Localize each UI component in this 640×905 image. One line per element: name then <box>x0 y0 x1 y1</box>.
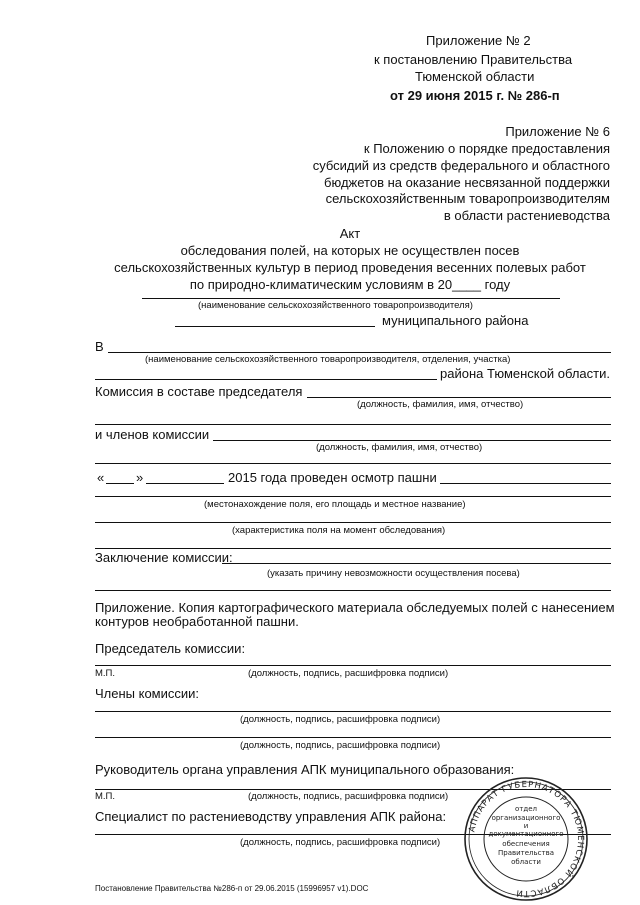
members-caption: (должность, фамилия, имя, отчество) <box>316 442 483 453</box>
conclusion-caption: (указать причину невозможности осуществления посева) <box>267 568 520 579</box>
location-line[interactable] <box>95 496 611 497</box>
chairman-label: Председатель комиссии: <box>95 641 246 656</box>
inspection-label: 2015 года проведен осмотр пашни <box>228 470 437 485</box>
v-label: В <box>95 339 104 354</box>
mp-label: М.П. <box>95 668 116 679</box>
member2-sign-caption: (должность, подпись, расшифровка подписи) <box>240 740 441 751</box>
producer-name-line[interactable] <box>142 298 560 299</box>
field-caption: (характеристика поля на момент обследования) <box>232 525 446 536</box>
conclusion-line[interactable] <box>222 563 611 564</box>
chairman-sign-caption: (должность, подпись, расшифровка подписи) <box>248 668 449 679</box>
region-name-line[interactable] <box>95 379 437 380</box>
head-apk-sign-caption: (должность, подпись, расшифровка подписи) <box>248 791 449 802</box>
attachment-line1: Приложение. Копия картографического материала обследуемых полей с нанесением <box>95 600 615 615</box>
v-caption: (наименование сельскохозяйственного товаропроизводителя, отделения, участка) <box>145 354 511 365</box>
seal-line: и <box>523 822 529 830</box>
svg-text:АППАРАТ ГУБЕРНАТОРА ТЮМЕНСКОЙ: АППАРАТ ГУБЕРНАТОРА ТЮМЕНСКОЙ ОБЛАСТИ <box>467 779 586 899</box>
v-name-line[interactable] <box>108 352 611 353</box>
field-extra-line[interactable] <box>95 548 611 549</box>
appendix-6-line: субсидий из средств федерального и областного <box>312 158 610 173</box>
conclusion-label: Заключение комиссии: <box>95 550 233 565</box>
seal-line: обеспечения <box>502 840 550 848</box>
appendix-6-line: бюджетов на оказание несвязанной поддержки <box>324 175 610 190</box>
act-subtitle: сельскохозяйственных культур в период проведения весенних полевых работ <box>114 260 586 275</box>
seal-line: документационного <box>488 830 564 838</box>
members-name-line[interactable] <box>213 440 611 441</box>
head-apk-label: Руководитель органа управления АПК муниципального образования: <box>95 762 515 777</box>
appendix-2-line2: Тюменской области <box>415 69 535 84</box>
producer-caption: (наименование сельскохозяйственного товаропроизводителя) <box>198 300 473 311</box>
attachment-line2: контуров необработанной пашни. <box>95 614 299 629</box>
location-caption: (местонахождение поля, его площадь и местное название) <box>204 499 466 510</box>
commission-chair-label: Комиссия в составе председателя <box>95 384 303 399</box>
specialist-sign-caption: (должность, подпись, расшифровка подписи) <box>240 837 441 848</box>
chair-name-line[interactable] <box>307 397 611 398</box>
date-open-quote: « <box>97 470 105 485</box>
chair-caption: (должность, фамилия, имя, отчество) <box>357 399 524 410</box>
member1-sign-line[interactable] <box>95 711 611 712</box>
act-title: Акт <box>339 226 361 241</box>
seal-line: Правительства <box>498 849 554 857</box>
member2-sign-line[interactable] <box>95 737 611 738</box>
chair-extra-line[interactable] <box>95 424 611 425</box>
appendix-6-line: к Положению о порядке предоставления <box>363 141 610 156</box>
act-subtitle: по природно-климатическим условиям в 20____ году <box>189 277 511 292</box>
mp-label: М.П. <box>95 791 116 802</box>
inspection-line[interactable] <box>440 483 611 484</box>
appendix-2-line1: к постановлению Правительства <box>374 52 573 67</box>
appendix-2-date: от 29 июня 2015 г. № 286-п <box>390 88 560 103</box>
appendix-6-line: сельскохозяйственным товаропроизводителям <box>325 191 610 206</box>
seal-line: организационного <box>491 814 561 822</box>
region-label: района Тюменской области. <box>440 366 610 381</box>
date-close-quote: » <box>136 470 144 485</box>
appendix-6-line: в области растениеводства <box>443 208 610 223</box>
footer-doc-ref: Постановление Правительства №286-п от 29.06.2015 (15996957 v1).DOC <box>95 884 369 893</box>
seal-line: отдел <box>515 805 537 813</box>
conclusion-extra-line[interactable] <box>95 590 611 591</box>
chairman-sign-line[interactable] <box>95 665 611 666</box>
district-name-line[interactable] <box>175 326 375 327</box>
act-subtitle: обследования полей, на которых не осуществлен посев <box>180 243 520 258</box>
appendix-6-title: Приложение № 6 <box>505 124 610 139</box>
seal-line: области <box>511 858 541 866</box>
municipal-district-label: муниципального района <box>382 313 529 328</box>
members-sign-label: Члены комиссии: <box>95 686 200 701</box>
appendix-2-title: Приложение № 2 <box>426 33 531 48</box>
official-seal-icon <box>462 775 590 903</box>
specialist-label: Специалист по растениеводству управления АПК района: <box>95 809 447 824</box>
day-line[interactable] <box>106 483 134 484</box>
month-line[interactable] <box>146 483 224 484</box>
member1-sign-caption: (должность, подпись, расшифровка подписи) <box>240 714 441 725</box>
field-line[interactable] <box>95 522 611 523</box>
members-extra-line[interactable] <box>95 463 611 464</box>
members-label: и членов комиссии <box>95 427 210 442</box>
